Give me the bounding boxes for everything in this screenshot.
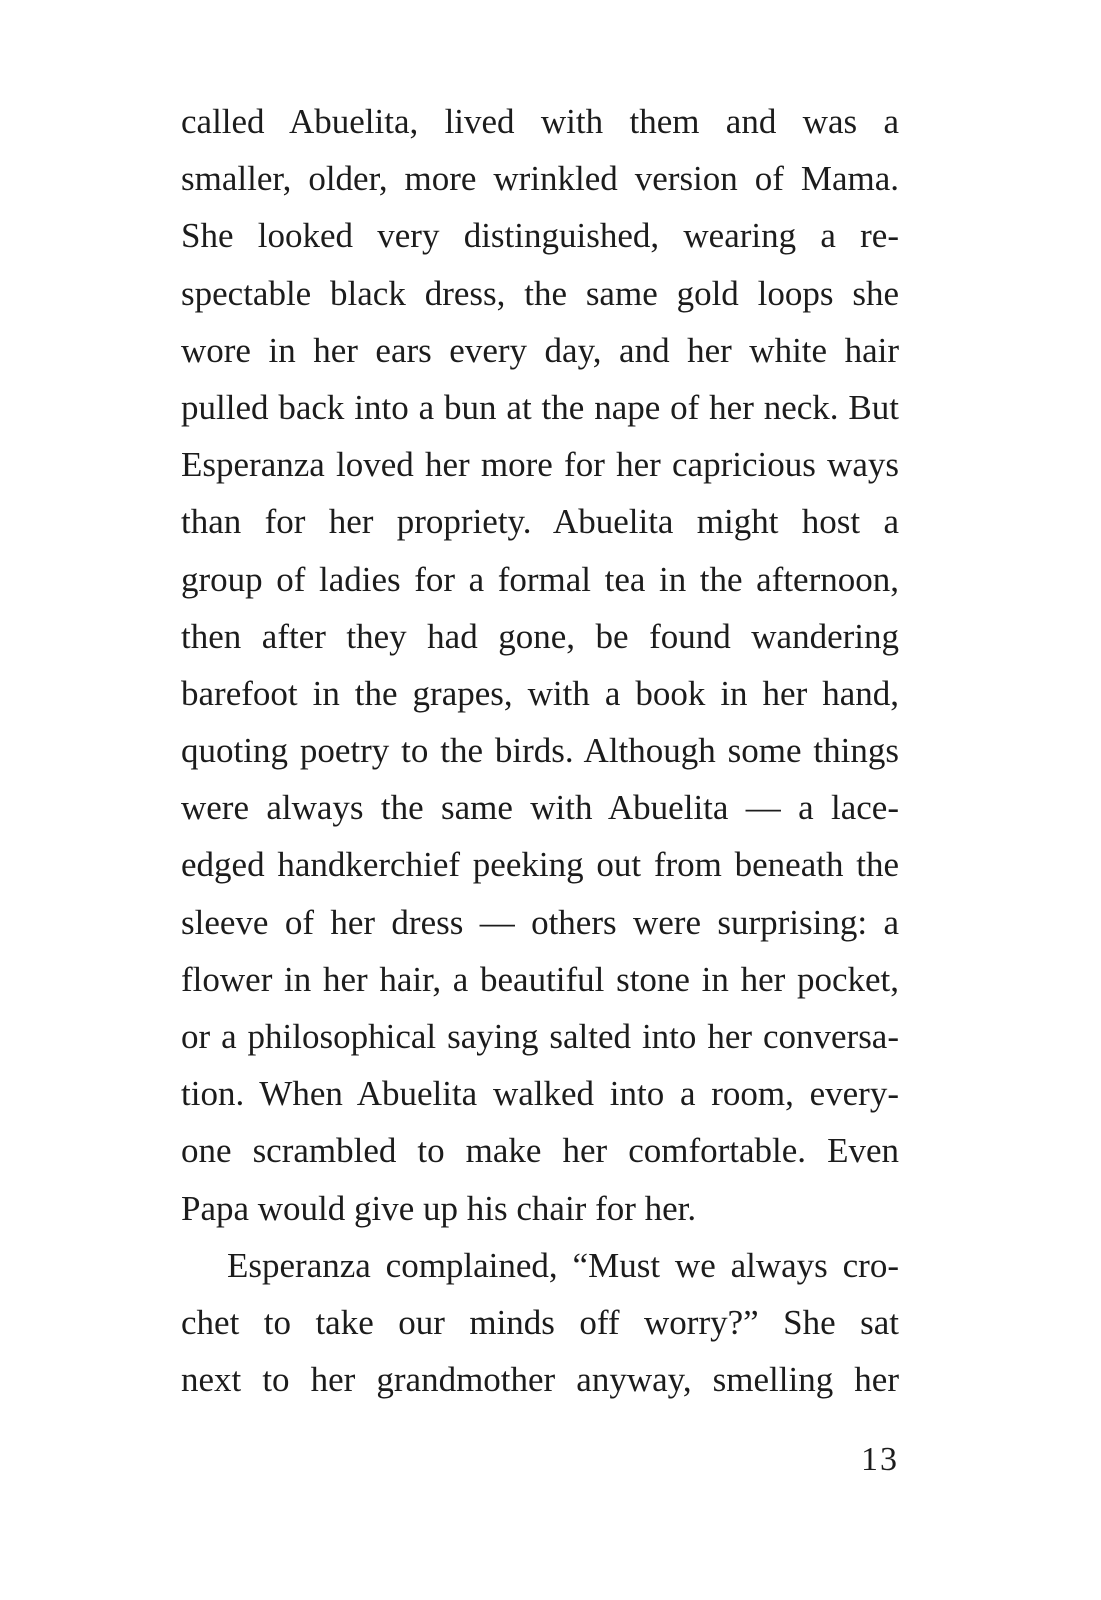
text-line: wore in her ears every day, and her white hair	[181, 330, 899, 370]
text-line: sleeve of her dress — others were surprising: a	[181, 902, 899, 942]
text-line: were always the same with Abuelita — a lace-	[181, 788, 899, 828]
text-line: group of ladies for a formal tea in the afternoon,	[181, 559, 899, 599]
text-line: called Abuelita, lived with them and was a	[181, 102, 899, 141]
text-line: Esperanza loved her more for her capricious ways	[181, 445, 899, 485]
text-line: smaller, older, more wrinkled version of Mama.	[181, 159, 899, 199]
body-text	[181, 93, 899, 1408]
text-line: or a philosophical saying salted into her conversa-	[181, 1017, 899, 1056]
text-line: tion. When Abuelita walked into a room, every-	[181, 1074, 899, 1114]
text-line: flower in her hair, a beautiful stone in her pocket,	[181, 959, 899, 999]
text-line: She looked very distinguished, wearing a re-	[181, 216, 899, 256]
text-line: than for her propriety. Abuelita might host a	[181, 502, 899, 542]
page-number: 13	[861, 1441, 899, 1478]
text-line: one scrambled to make her comfortable. Even	[181, 1131, 899, 1171]
text-line: barefoot in the grapes, with a book in her hand,	[181, 673, 899, 713]
text-line: quoting poetry to the birds. Although some things	[181, 731, 899, 771]
text-line: then after they had gone, be found wandering	[181, 616, 899, 656]
text-line: next to her grandmother anyway, smelling her	[181, 1360, 899, 1400]
text-line: spectable black dress, the same gold loops she	[181, 273, 899, 313]
text-line: Papa would give up his chair for her.	[181, 1188, 697, 1228]
text-line: Esperanza complained, “Must we always cro-	[227, 1245, 899, 1285]
text-line: chet to take our minds off worry?” She sat	[181, 1302, 899, 1342]
text-line: pulled back into a bun at the nape of her neck. But	[181, 387, 899, 427]
text-line: edged handkerchief peeking out from beneath the	[181, 845, 899, 885]
